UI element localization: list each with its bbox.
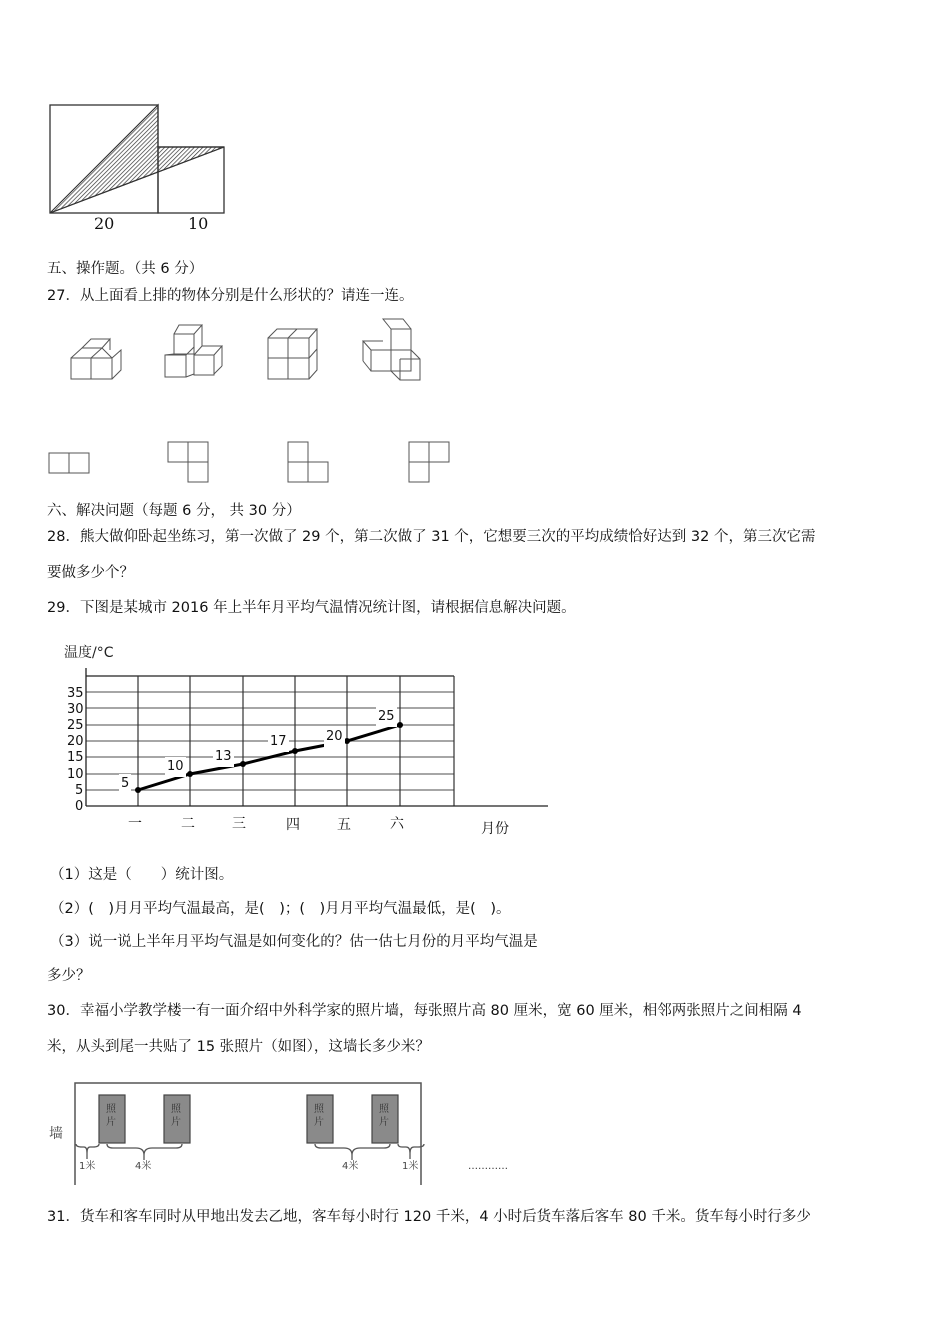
ytick-15: 15 (67, 750, 84, 765)
top-view-3 (288, 442, 328, 482)
q28-line1: 28．熊大做仰卧起坐练习，第一次做了 29 个，第二次做了 31 个，它想要三次的平均成绩恰好达到 32 个，第三次它需 (47, 529, 816, 545)
data-label-jun: 25 (376, 707, 397, 727)
q28-line2: 要做多少个？ (47, 565, 134, 581)
photo-4-label: 照 片 (379, 1104, 389, 1128)
cube-figure-4 (363, 319, 420, 380)
chart-ylabel: 温度/°C (64, 645, 114, 661)
xtick-1: 一 (128, 816, 142, 832)
photo-3-label: 照 片 (314, 1104, 324, 1128)
xtick-2: 二 (181, 816, 195, 832)
xtick-3: 三 (232, 816, 246, 832)
q30-line1: 30．幸福小学教学楼一有一面介绍中外科学家的照片墙，每张照片高 80 厘米，宽 60 厘米，相邻两张照片之间相隔 4 (47, 1003, 802, 1019)
q29-sub2: （2）( )月月平均气温最高，是( )；( )月月平均气温最低，是( )。 (50, 901, 511, 917)
q31-line1: 31．货车和客车同时从甲地出发去乙地，客车每小时行 120 千米，4 小时后货车落后客车 80 千米。货车每小时行多少 (47, 1209, 811, 1225)
top-view-4 (409, 442, 449, 482)
section6-heading: 六、解决问题（每题 6 分， 共 30 分） (47, 503, 301, 519)
cube-figure-2 (165, 325, 222, 377)
ellipsis: ………… (468, 1161, 508, 1172)
ytick-5: 5 (75, 783, 84, 798)
ytick-30: 30 (67, 702, 84, 717)
data-label-feb: 10 (165, 757, 186, 777)
label-20: 20 (94, 214, 115, 233)
ytick-20: 20 (67, 734, 84, 749)
geometry-figure (46, 100, 236, 240)
gap-label-left: 1米 (79, 1161, 96, 1172)
photo-wall-diagram (40, 1075, 540, 1185)
data-label-mar: 13 (213, 747, 234, 767)
ytick-0: 0 (75, 799, 84, 814)
top-view-1 (49, 453, 89, 473)
cube-figure-3 (268, 329, 317, 379)
top-view-2 (168, 442, 208, 482)
data-label-apr: 17 (268, 732, 289, 752)
q29-text: 29．下图是某城市 2016 年上半年月平均气温情况统计图，请根据信息解决问题。 (47, 600, 576, 616)
q29-sub3-line1: （3）说一说上半年月平均气温是如何变化的？估一估七月份的月平均气温是 (50, 934, 538, 950)
q27-block-figures (40, 310, 460, 490)
gap-label-right: 1米 (402, 1161, 419, 1172)
wall-outline (40, 1075, 540, 1185)
section5-heading: 五、操作题。（共 6 分） (47, 261, 204, 277)
xtick-4: 四 (286, 817, 300, 833)
ytick-35: 35 (67, 686, 84, 701)
photo-1-label: 照 片 (106, 1104, 116, 1128)
wall-label: 墙 (49, 1126, 63, 1142)
q29-sub3-line2: 多少？ (47, 968, 91, 984)
xtick-5: 五 (337, 817, 351, 833)
photo-2-label: 照 片 (171, 1104, 181, 1128)
chart-xlabel: 月份 (481, 821, 509, 837)
ytick-25: 25 (67, 718, 84, 733)
xtick-6: 六 (390, 816, 404, 832)
cube-figure-1 (71, 339, 121, 379)
data-label-may: 20 (324, 727, 345, 747)
gap-label-between-2: 4米 (342, 1161, 359, 1172)
cube-stacks-row (40, 310, 460, 490)
q27-text: 27．从上面看上排的物体分别是什么形状的？请连一连。 (47, 288, 414, 304)
label-10: 10 (188, 214, 209, 233)
data-label-jan: 5 (119, 774, 131, 794)
q29-sub1: （1）这是（ ）统计图。 (50, 867, 234, 883)
ytick-10: 10 (67, 767, 84, 782)
q30-line2: 米，从头到尾一共贴了 15 张照片（如图），这墙长多少米？ (47, 1039, 430, 1055)
gap-label-between-1: 4米 (135, 1161, 152, 1172)
